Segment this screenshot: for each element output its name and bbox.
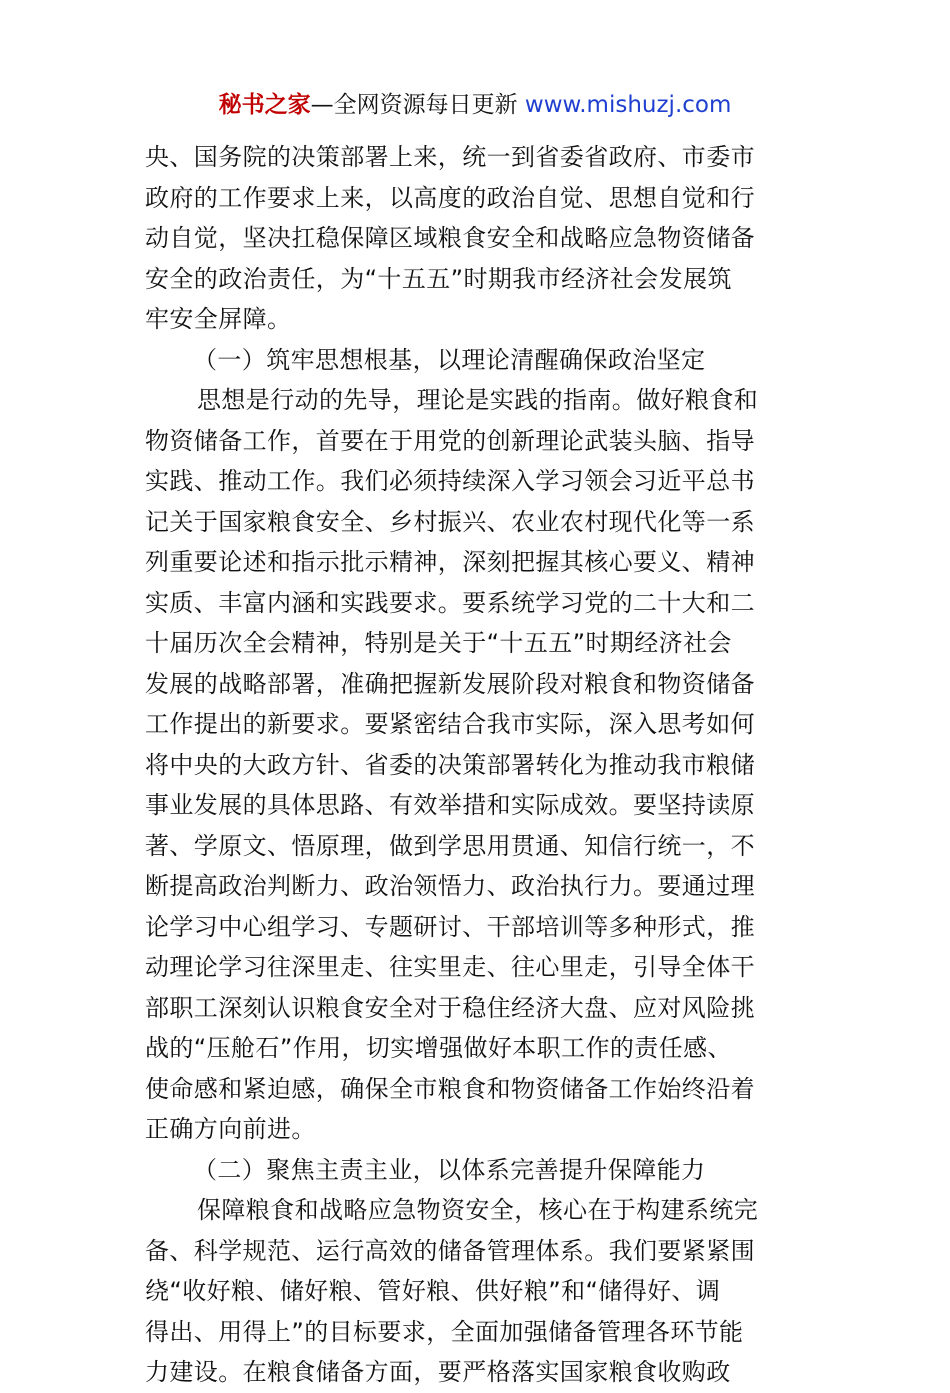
paragraph-line: 列重要论述和指示批示精神，深刻把握其核心要义、精神 — [145, 548, 755, 576]
section-heading-1: （一）筑牢思想根基，以理论清醒确保政治坚定 — [193, 345, 706, 374]
paragraph-line: 思想是行动的先导，理论是实践的指南。做好粮食和 — [197, 386, 759, 414]
paragraph-line: 部职工深刻认识粮食安全对于稳住经济大盘、应对风险挑 — [145, 993, 755, 1022]
paragraph-line: 工作提出的新要求。要紧密结合我市实际，深入思考如何 — [145, 710, 755, 738]
header-tagline: —全网资源每日更新 — [310, 92, 525, 118]
paragraph-line: 十届历次全会精神，特别是关于“十五五”时期经济社会 — [145, 629, 732, 657]
paragraph-line: 动理论学习往深里走、往实里走、往心里走，引导全体干 — [145, 953, 755, 981]
paragraph-line: 动自觉，坚决扛稳保障区域粮食安全和战略应急物资储备 — [145, 224, 755, 252]
paragraph-line: 正确方向前进。 — [145, 1115, 316, 1143]
paragraph-line: 发展的战略部署，准确把握新发展阶段对粮食和物资储备 — [145, 669, 755, 698]
paragraph-line: 著、学原文、悟原理，做到学思用贯通、知信行统一，不 — [145, 831, 755, 860]
paragraph-line: 绕“收好粮、储好粮、管好粮、供好粮”和“储得好、调 — [145, 1277, 721, 1305]
paragraph-line: 央、国务院的决策部署上来，统一到省委省政府、市委市 — [145, 143, 755, 171]
paragraph-line: 得出、用得上”的目标要求，全面加强储备管理各环节能 — [145, 1317, 744, 1346]
paragraph-line: 物资储备工作，首要在于用党的创新理论武装头脑、指导 — [145, 426, 755, 455]
paragraph-line: 安全的政治责任，为“十五五”时期我市经济社会发展筑 — [145, 264, 732, 293]
brand-name: 秘书之家 — [218, 92, 311, 118]
document-body — [145, 137, 807, 1393]
paragraph-line: 记关于国家粮食安全、乡村振兴、农业农村现代化等一系 — [145, 507, 755, 536]
paragraph-line: 使命感和紧迫感，确保全市粮食和物资储备工作始终沿着 — [145, 1074, 755, 1103]
paragraph-line: 政府的工作要求上来，以高度的政治自觉、思想自觉和行 — [145, 183, 755, 212]
paragraph-line: 力建设。在粮食储备方面，要严格落实国家粮食收购政 — [145, 1358, 731, 1386]
section-heading-2: （二）聚焦主责主业，以体系完善提升保障能力 — [193, 1155, 706, 1184]
site-url-link[interactable]: www.mishuzj.com — [524, 92, 732, 118]
paragraph-line: 备、科学规范、运行高效的储备管理体系。我们要紧紧围 — [145, 1236, 755, 1265]
paragraph-line: 论学习中心组学习、专题研讨、干部培训等多种形式，推 — [145, 912, 755, 941]
paragraph-line: 保障粮食和战略应急物资安全，核心在于构建系统完 — [197, 1196, 759, 1224]
paragraph-line: 断提高政治判断力、政治领悟力、政治执行力。要通过理 — [145, 872, 755, 900]
page-header — [0, 88, 950, 122]
paragraph-line: 实质、丰富内涵和实践要求。要系统学习党的二十大和二 — [145, 588, 755, 617]
paragraph-line: 牢安全屏障。 — [145, 305, 292, 333]
paragraph-line: 战的“压舱石”作用，切实增强做好本职工作的责任感、 — [145, 1034, 732, 1062]
paragraph-line: 事业发展的具体思路、有效举措和实际成效。要坚持读原 — [145, 791, 755, 819]
paragraph-line: 将中央的大政方针、省委的决策部署转化为推动我市粮储 — [145, 750, 755, 779]
paragraph-line: 实践、推动工作。我们必须持续深入学习领会习近平总书 — [145, 467, 755, 495]
